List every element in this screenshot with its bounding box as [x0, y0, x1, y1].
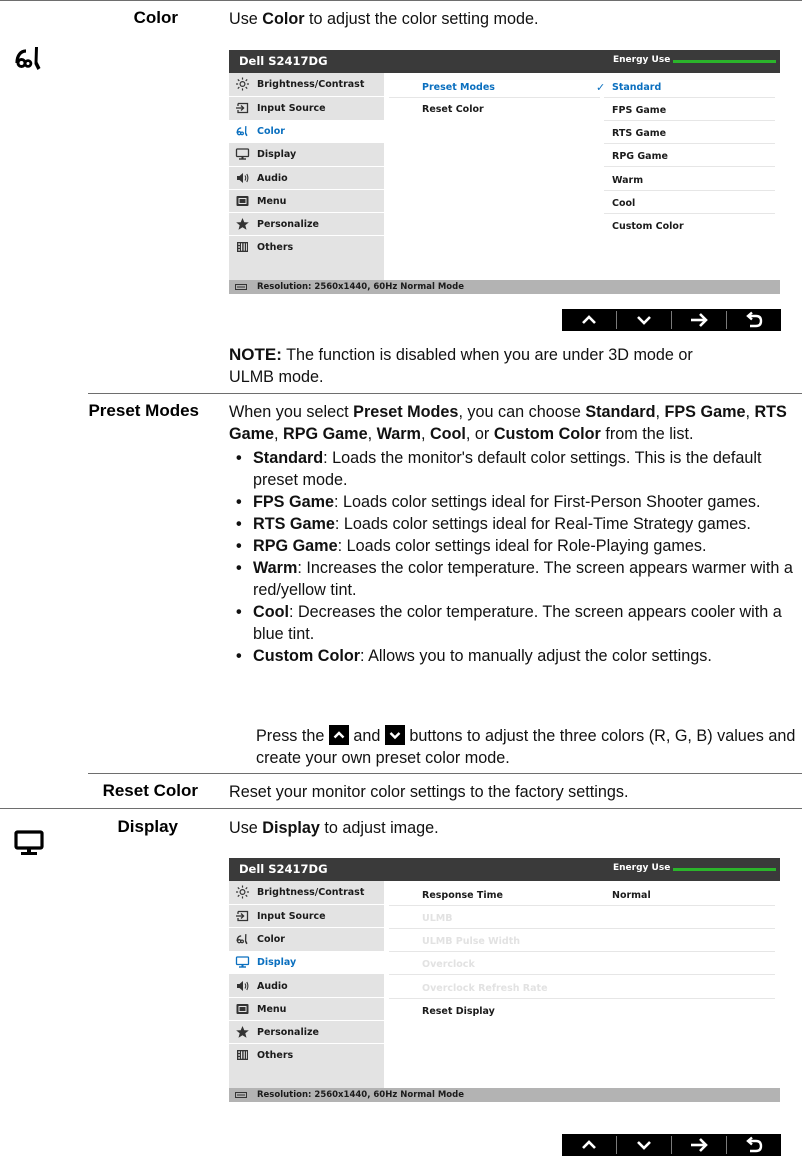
option-custom-color[interactable]: Custom Color: [612, 221, 684, 232]
speaker-icon: [235, 979, 250, 993]
back-icon[interactable]: [727, 1134, 781, 1156]
resolution-icon: [235, 1092, 247, 1098]
menu-item-personalize[interactable]: Personalize: [229, 1021, 384, 1044]
brightness-icon: [235, 885, 250, 899]
color-palette-icon: [235, 932, 250, 946]
term-color: Color: [133, 8, 178, 27]
display-intro: Use Display to adjust image.: [229, 819, 439, 837]
up-arrow-icon[interactable]: [562, 309, 616, 331]
osd-model-name: Dell S2417DG: [239, 862, 328, 876]
option-rpg-game[interactable]: RPG Game: [612, 151, 668, 162]
osd-status-bar: Resolution: 2560x1440, 60Hz Normal Mode: [229, 280, 780, 294]
osd-main-menu: [229, 73, 384, 280]
osd-body: [229, 73, 780, 280]
sub-item-overclock-refresh-rate: Overclock Refresh Rate: [422, 983, 548, 994]
energy-use-label: Energy Use: [613, 55, 671, 65]
response-time-value: Normal: [612, 890, 651, 901]
option-standard[interactable]: Standard: [612, 82, 662, 93]
energy-use-bar: [673, 60, 776, 63]
osd-display-screen: [229, 858, 780, 1102]
color-intro: Use Color to adjust the color setting mode.: [229, 10, 539, 28]
menu-item-color[interactable]: Color: [229, 120, 384, 143]
menu-item-brightness-contrast[interactable]: Brightness/Contrast: [229, 881, 384, 904]
osd-title-bar: [229, 50, 780, 73]
osd-color-screen: [229, 50, 780, 294]
energy-use-bar: [673, 868, 776, 871]
menu-item-menu[interactable]: Menu: [229, 190, 384, 213]
resolution-icon: [235, 284, 247, 290]
option-fps-game[interactable]: FPS Game: [612, 105, 667, 116]
menu-item-personalize[interactable]: Personalize: [229, 213, 384, 236]
term-display: Display: [117, 817, 178, 836]
others-icon: [235, 240, 250, 254]
preset-bullet-list: [229, 447, 802, 667]
down-arrow-icon[interactable]: [617, 1134, 671, 1156]
sub-item-reset-color[interactable]: Reset Color: [422, 104, 484, 115]
option-rts-game[interactable]: RTS Game: [612, 128, 667, 139]
nav-button-bar: [562, 1134, 781, 1156]
menu-item-others[interactable]: Others: [229, 1044, 384, 1067]
monitor-icon: [235, 147, 250, 161]
menu-item-input-source[interactable]: Input Source: [229, 97, 384, 120]
up-arrow-icon[interactable]: [562, 1134, 616, 1156]
osd-main-menu: [229, 881, 384, 1088]
up-arrow-icon: [329, 725, 349, 745]
note-text: NOTE: The function is disabled when you are under 3D mode or ULMB mode.: [229, 345, 693, 386]
sub-item-reset-display[interactable]: Reset Display: [422, 1006, 495, 1017]
color-palette-icon: [235, 124, 250, 138]
bullet-cool: • Cool: Decreases the color temperature. The screen appears cooler with a blue tint.: [229, 601, 802, 645]
menu-item-menu[interactable]: Menu: [229, 998, 384, 1021]
right-arrow-icon[interactable]: [672, 1134, 726, 1156]
menu-item-color[interactable]: Color: [229, 928, 384, 951]
speaker-icon: [235, 171, 250, 185]
input-source-icon: [235, 909, 250, 923]
divider-reset: [88, 773, 802, 774]
sub-item-ulmb-pulse-width: ULMB Pulse Width: [422, 936, 520, 947]
energy-use-label: Energy Use: [613, 863, 671, 873]
bullet-custom-color: • Custom Color: Allows you to manually adjust the color settings.: [229, 645, 802, 667]
custom-color-instruction: Press the and buttons to adjust the three colors (R, G, B) values and create your own preset color mode.: [256, 727, 796, 767]
bullet-rts-game: • RTS Game: Loads color settings ideal for Real-Time Strategy games.: [229, 513, 802, 535]
others-icon: [235, 1048, 250, 1062]
menu-item-input-source[interactable]: Input Source: [229, 905, 384, 928]
sub-item-ulmb: ULMB: [422, 913, 453, 924]
sub-item-overclock: Overclock: [422, 959, 475, 970]
reset-color-text: Reset your monitor color settings to the factory settings.: [229, 783, 629, 801]
selected-check-icon: ✓: [596, 81, 606, 94]
input-source-icon: [235, 101, 250, 115]
menu-item-brightness-contrast[interactable]: Brightness/Contrast: [229, 73, 384, 96]
brightness-icon: [235, 77, 250, 91]
sub-item-preset-modes[interactable]: Preset Modes: [422, 82, 495, 93]
preset-intro: When you select Preset Modes, you can choose Standard, FPS Game, RTS Game, RPG Game, Warm, Cool, or Custom Color from the list.: [229, 403, 787, 443]
menu-icon: [235, 194, 250, 208]
back-icon[interactable]: [727, 309, 781, 331]
bullet-rpg-game: • RPG Game: Loads color settings ideal for Role-Playing games.: [229, 535, 802, 557]
right-arrow-icon[interactable]: [672, 309, 726, 331]
osd-model-name: Dell S2417DG: [239, 54, 328, 68]
option-cool[interactable]: Cool: [612, 198, 636, 209]
osd-status-bar: Resolution: 2560x1440, 60Hz Normal Mode: [229, 1088, 780, 1102]
term-preset-modes: Preset Modes: [88, 401, 199, 420]
star-icon: [235, 217, 250, 231]
bullet-warm: • Warm: Increases the color temperature. The screen appears warmer with a red/yellow tint.: [229, 557, 802, 601]
divider-display: [0, 808, 802, 809]
monitor-icon: [12, 828, 46, 858]
menu-item-display[interactable]: Display: [229, 143, 384, 166]
osd-body: [229, 881, 780, 1088]
menu-item-display[interactable]: Display: [229, 951, 384, 974]
monitor-icon: [235, 955, 250, 969]
option-warm[interactable]: Warm: [612, 175, 644, 186]
star-icon: [235, 1025, 250, 1039]
term-reset-color: Reset Color: [102, 781, 198, 800]
bullet-standard: • Standard: Loads the monitor's default color settings. This is the default preset mode.: [229, 447, 802, 491]
sub-item-response-time[interactable]: Response Time: [422, 890, 503, 901]
top-divider: [0, 0, 802, 1]
menu-item-audio[interactable]: Audio: [229, 167, 384, 190]
menu-item-others[interactable]: Others: [229, 236, 384, 259]
nav-button-bar: [562, 309, 781, 331]
menu-item-audio[interactable]: Audio: [229, 975, 384, 998]
color-palette-icon: [12, 43, 46, 73]
menu-icon: [235, 1002, 250, 1016]
bullet-fps-game: • FPS Game: Loads color settings ideal for First-Person Shooter games.: [229, 491, 802, 513]
divider-preset: [88, 393, 802, 394]
down-arrow-icon: [385, 725, 405, 745]
down-arrow-icon[interactable]: [617, 309, 671, 331]
osd-title-bar: [229, 858, 780, 881]
